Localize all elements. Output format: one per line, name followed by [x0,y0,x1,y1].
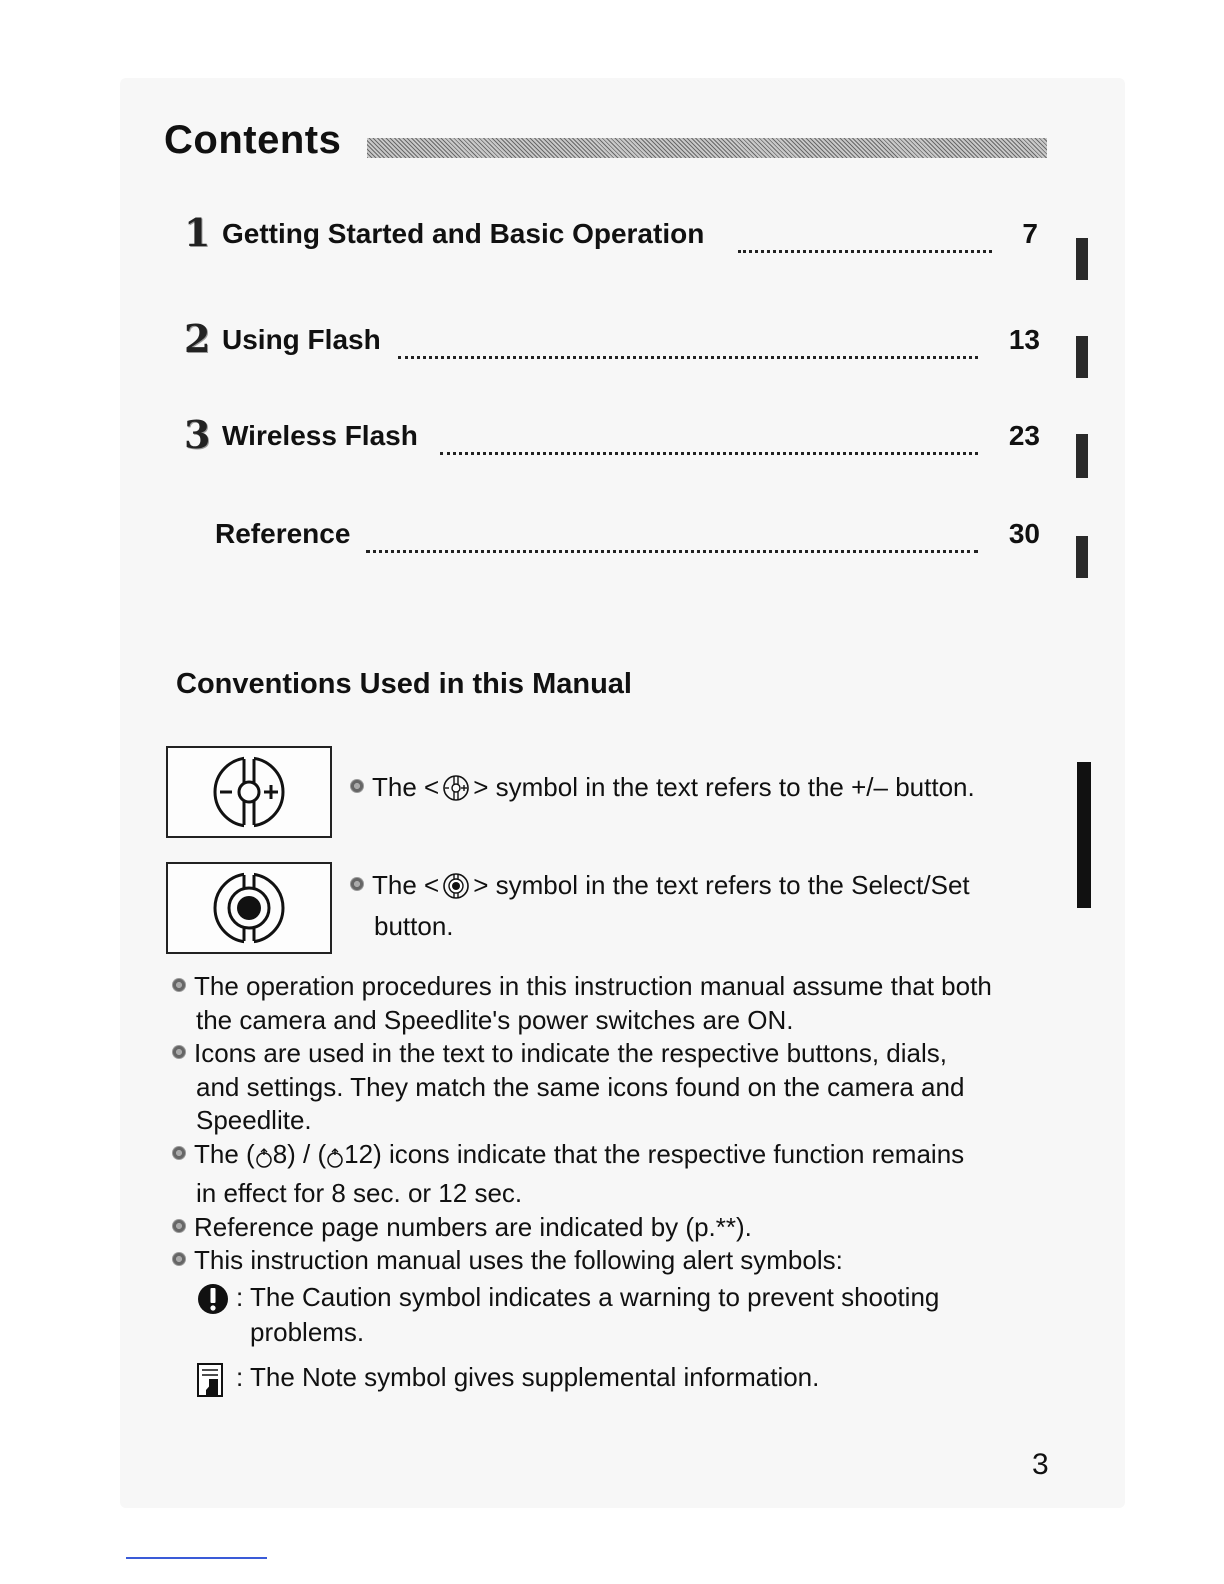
dot-leader [738,220,992,253]
list-item: The ( 8) / ( 12) icons indicate that the respective function remains in effect for 8 sec. or 12 sec. [172,1138,1052,1211]
toc-title: Getting Started and Basic Operation [222,218,705,249]
select-set-inline-icon [439,872,473,909]
list-item: This instruction manual uses the following alert symbols: [172,1244,1052,1278]
bullet-icon [172,1252,186,1266]
dot-leader [440,422,978,455]
list-item: The operation procedures in this instruction manual assume that both the camera and Speedlite's power switches are ON. [172,970,1052,1037]
plus-minus-inline-icon [439,774,473,811]
toc-entry-reference[interactable] [180,514,1040,558]
title-rule [367,138,1047,158]
note-icon [196,1362,226,1409]
toc-page-number: 13 [1008,324,1040,355]
page-title: Contents [164,118,342,162]
bullet-icon [350,877,364,891]
toc-entry-wireless-flash[interactable] [180,412,1040,460]
toc-title: Wireless Flash [222,420,418,451]
timer-icon [326,1144,344,1178]
dot-leader [366,520,978,553]
bullet-icon [172,1146,186,1160]
bullet-icon [172,978,186,992]
bullet-icon [350,779,364,793]
plus-minus-button-icon [166,746,332,838]
select-set-button-icon [166,862,332,954]
dot-leader [398,326,978,359]
chapter-number: 3 [184,412,211,457]
list-item: Reference page numbers are indicated by (p.**). [172,1211,1052,1245]
toc-page-number: 7 [1022,218,1038,249]
toc-title: Reference [215,518,351,549]
plus-minus-convention: The < > symbol in the text refers to the +/– button. [350,770,1050,811]
bullet-icon [172,1219,186,1233]
caution-alert: : The Caution symbol indicates a warning to prevent shooting problems. [196,1280,1016,1350]
toc-page-number: 30 [1008,518,1040,549]
bullet-icon [172,1045,186,1059]
timer-icon [255,1144,273,1178]
thumb-tab-3 [1076,434,1088,478]
toc-entry-using-flash[interactable] [180,316,1040,364]
select-set-convention: The < > symbol in the text refers to the Select/Set button. [350,868,1050,944]
caution-icon [196,1282,230,1325]
thumb-tab-2 [1076,336,1088,378]
note-alert: : The Note symbol gives supplemental information. [196,1360,1016,1395]
conventions-notes-list [172,970,1052,1278]
toc-page-number: 23 [1008,420,1040,451]
thumb-tab-conventions [1077,762,1091,908]
thumb-tab-reference [1076,536,1088,578]
list-item: Icons are used in the text to indicate the respective buttons, dials, and settings. They match the same icons found on the camera and Speedlite. [172,1037,1052,1138]
toc-title: Using Flash [222,324,381,355]
chapter-number: 1 [184,210,211,255]
toc-entry-getting-started[interactable] [180,210,1040,258]
chapter-number: 2 [184,316,211,361]
thumb-tab-1 [1076,238,1088,280]
footer-link-underline[interactable] [126,1557,267,1559]
page-number: 3 [1032,1448,1049,1481]
conventions-heading: Conventions Used in this Manual [176,668,632,700]
